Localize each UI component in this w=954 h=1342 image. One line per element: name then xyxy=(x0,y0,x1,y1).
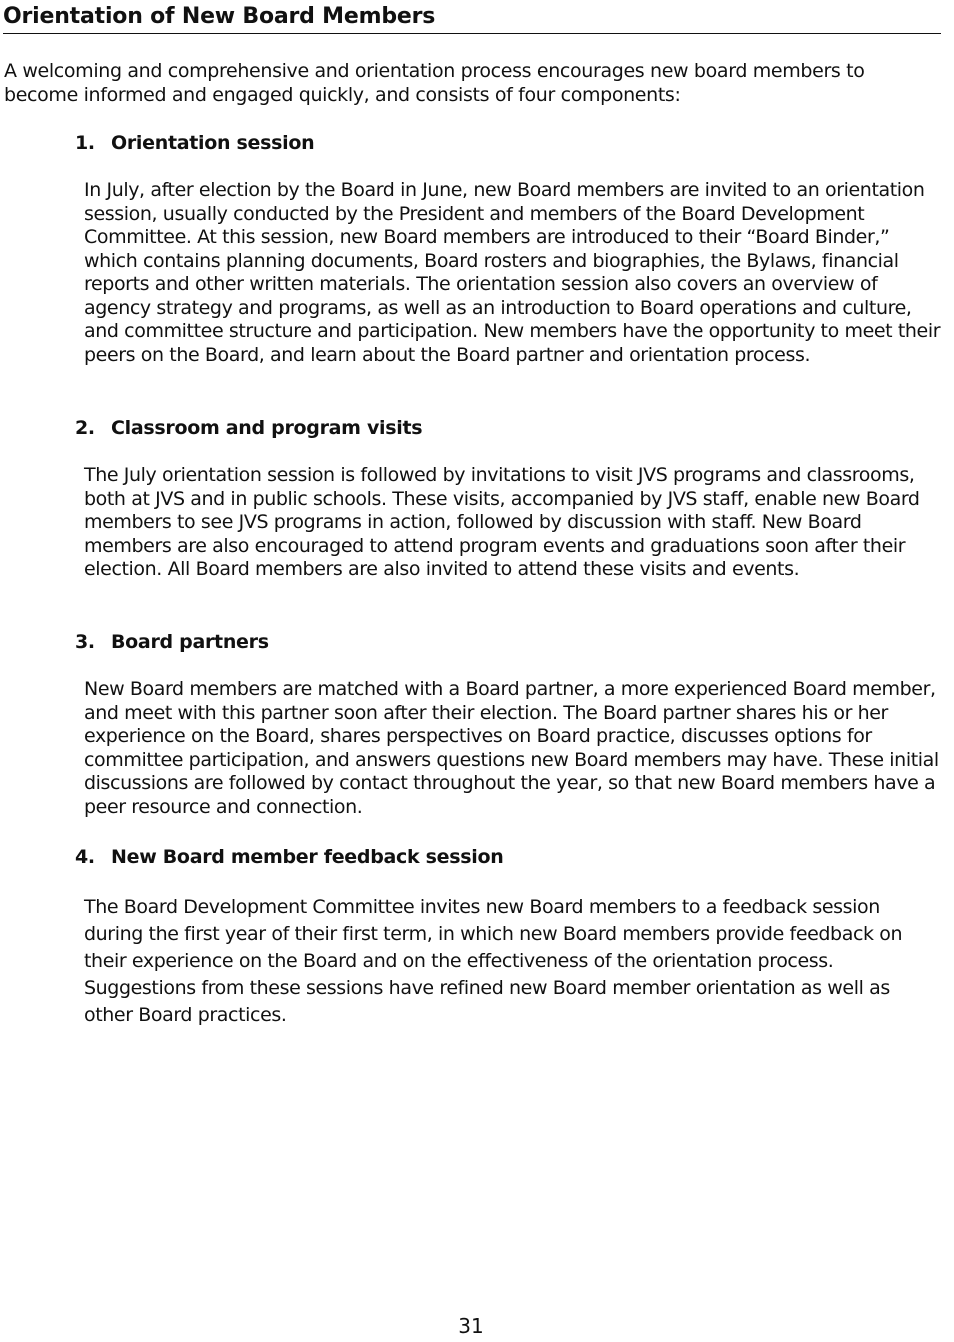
section-feedback-session xyxy=(75,845,945,1029)
section-title: Classroom and program visits xyxy=(111,417,423,439)
page-number: 31 xyxy=(458,1314,484,1338)
section-board-partners xyxy=(75,630,945,819)
section-number: 4. xyxy=(75,846,95,868)
page-title: Orientation of New Board Members xyxy=(3,4,941,34)
section-orientation-session xyxy=(75,131,945,367)
section-title: New Board member feedback session xyxy=(111,846,504,868)
section-body: New Board members are matched with a Board partner, a more experienced Board member, and meet with this partner soon after their election. The Board partner shares his or her experience on the Board, shares perspectives on Board practice, discusses options for committee participation, and answers questions new Board members may have. These initial discussions are followed by contact throughout the year, so that new Board members have a peer resource and connection. xyxy=(84,678,939,818)
section-heading xyxy=(75,416,945,440)
section-heading xyxy=(75,131,945,155)
section-number: 3. xyxy=(75,631,95,653)
section-heading xyxy=(75,630,945,654)
section-heading xyxy=(75,845,945,869)
section-title: Board partners xyxy=(111,631,269,653)
section-title: Orientation session xyxy=(111,132,315,154)
section-number: 2. xyxy=(75,417,95,439)
section-body: In July, after election by the Board in June, new Board members are invited to an orientation session, usually conducted by the President and members of the Board Development Committee. At this session, new Board members are introduced to their “Board Binder,” which contains planning documents, Board rosters and biographies, the Bylaws, financial reports and other written materials. The orientation session also covers an overview of agency strategy and programs, as well as an introduction to Board operations and culture, and committee structure and participation. New members have the opportunity to meet their peers on the Board, and learn about the Board partner and orientation process. xyxy=(84,179,941,366)
section-classroom-program-visits xyxy=(75,416,945,582)
section-body: The July orientation session is followed by invitations to visit JVS programs and classrooms, both at JVS and in public schools. These visits, accompanied by JVS staff, enable new Board members to see JVS programs in action, followed by discussion with staff. New Board members are also encouraged to attend program events and graduations soon after their election. All Board members are also invited to attend these visits and events. xyxy=(84,464,920,580)
intro-paragraph: A welcoming and comprehensive and orientation process encourages new board members to become informed and engaged quickly, and consists of four components: xyxy=(4,60,865,106)
section-body: The Board Development Committee invites new Board members to a feedback session during the first year of their first term, in which new Board members provide feedback on their experience on the Board and on the effectiveness of the orientation process. Suggestions from these sessions have refined new Board member orientation as well as other Board practices. xyxy=(84,896,903,1026)
section-number: 1. xyxy=(75,132,95,154)
